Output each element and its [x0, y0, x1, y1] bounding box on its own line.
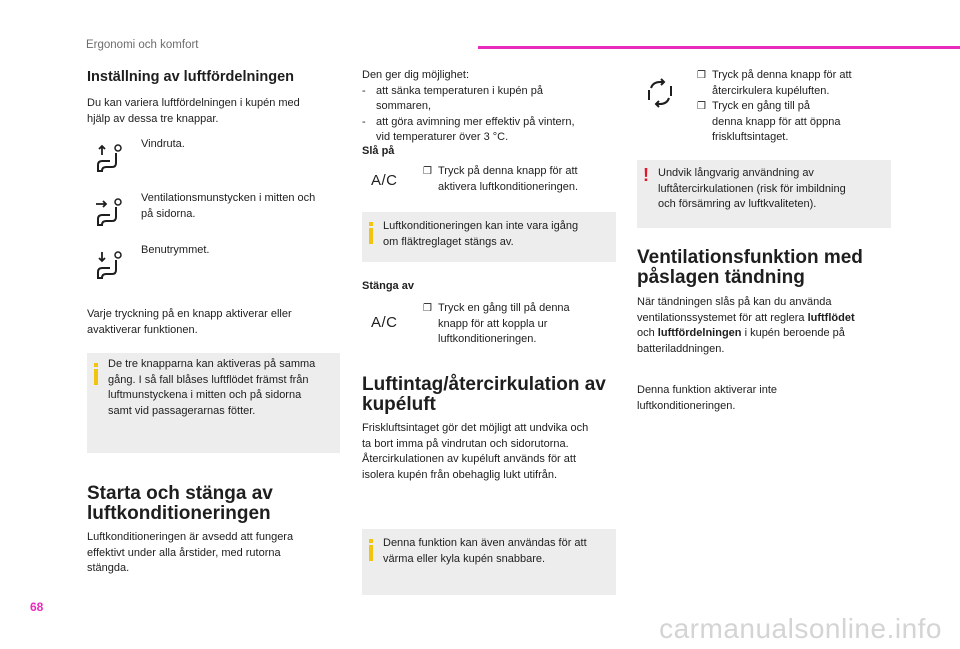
center-vents-airflow-icon [94, 197, 126, 229]
ventilation-ignition-title: Ventilationsfunktion med påslagen tändning [637, 247, 863, 288]
ac-button-icon: A/C [371, 172, 398, 189]
info-box-fan-off [362, 212, 616, 262]
info-box-text: Denna funktion kan även användas för att värma eller kyla kupén snabbare. [383, 537, 587, 565]
mode-windscreen-label: Vindruta. [141, 138, 185, 150]
info-icon [369, 228, 373, 244]
section-header: Ergonomi och komfort [86, 39, 199, 51]
page-number: 68 [30, 600, 44, 614]
air-intake-recirculation-text: Friskluftsintaget gör det möjligt att undvika och ta bort imma på vindrutan och sidorutorna. Återcirkulationen av kupéluft används för att isolera kupén från obehaglig lukt utifrån. [362, 422, 589, 481]
toggle-description: Varje tryckning på en knapp aktiverar eller avaktiverar funktionen. [87, 308, 292, 336]
air-intake-recirculation-title: Luftintag/återcirkulation av kupéluft [362, 374, 606, 415]
footwell-airflow-icon [94, 250, 126, 282]
ac-capabilities: Den ger dig möjlighet: - att sänka temperaturen i kupén på sommaren, - att göra avimning mer effektiv på vintern, vid temperaturer över 3 °C. [362, 69, 575, 143]
start-stop-ac-text: Luftkonditioneringen är avsedd att fungera effektivt under alla årstider, med rutorna stängda. [87, 531, 294, 574]
info-box-quick-heat-cool [362, 529, 616, 595]
watermark: carmanualsonline.info [659, 613, 942, 644]
info-icon [369, 545, 373, 561]
info-box-combined-modes [87, 353, 340, 453]
ac-button-icon: A/C [371, 314, 398, 331]
ac-on-step: ❒ Tryck på denna knapp för att aktivera luftkonditioneringen. [423, 165, 579, 193]
warning-icon: ! [643, 165, 649, 185]
windscreen-airflow-icon [94, 143, 126, 175]
info-box-text: De tre knapparna kan aktiveras på samma gång. I så fall blåses luftflödet främst från luftmunstyckena i mitten och på sidorna samt vid passagerarnas fötter. [108, 358, 316, 417]
recirculation-icon [645, 78, 675, 108]
ventilation-no-ac-text: Denna funktion aktiverar inte luftkonditioneringen. [637, 384, 778, 412]
airflow-distribution-title: Inställning av luftfördelningen [87, 69, 295, 85]
warning-box-text: Undvik långvarig användning av luftåtercirkulationen (risk för imbildning och försämring av luftkvaliteten). [658, 167, 846, 210]
ventilation-ignition-text: När tändningen slås på kan du använda ventilationssystemet för att reglera luftflödet och luftfördelningen i kupén beroende på batteriladdningen. [637, 296, 855, 355]
mode-center-vents-label: Ventilationsmunstycken i mitten och på sidorna. [141, 192, 316, 220]
ac-off-label: Stänga av [362, 280, 414, 292]
ac-off-step: ❒ Tryck en gång till på denna knapp för att koppla ur luftkonditioneringen. [423, 302, 570, 345]
start-stop-ac-title: Starta och stänga av luftkonditioneringen [87, 483, 273, 524]
info-box-text: Luftkonditioneringen kan inte vara igång om fläktreglaget stängs av. [383, 220, 579, 248]
header-accent-bar [478, 46, 960, 49]
warning-box-recirculation [637, 160, 891, 228]
recirculation-steps: ❒ Tryck på denna knapp för att återcirkulera kupéluften. ❒ Tryck en gång till på denna knapp för att öppna friskluftsintaget. [697, 69, 852, 143]
ac-on-label: Slå på [362, 145, 395, 157]
mode-footwell-label: Benutrymmet. [141, 244, 210, 256]
info-icon [94, 369, 98, 385]
airflow-intro: Du kan variera luftfördelningen i kupén med hjälp av dessa tre knappar. [87, 97, 300, 125]
